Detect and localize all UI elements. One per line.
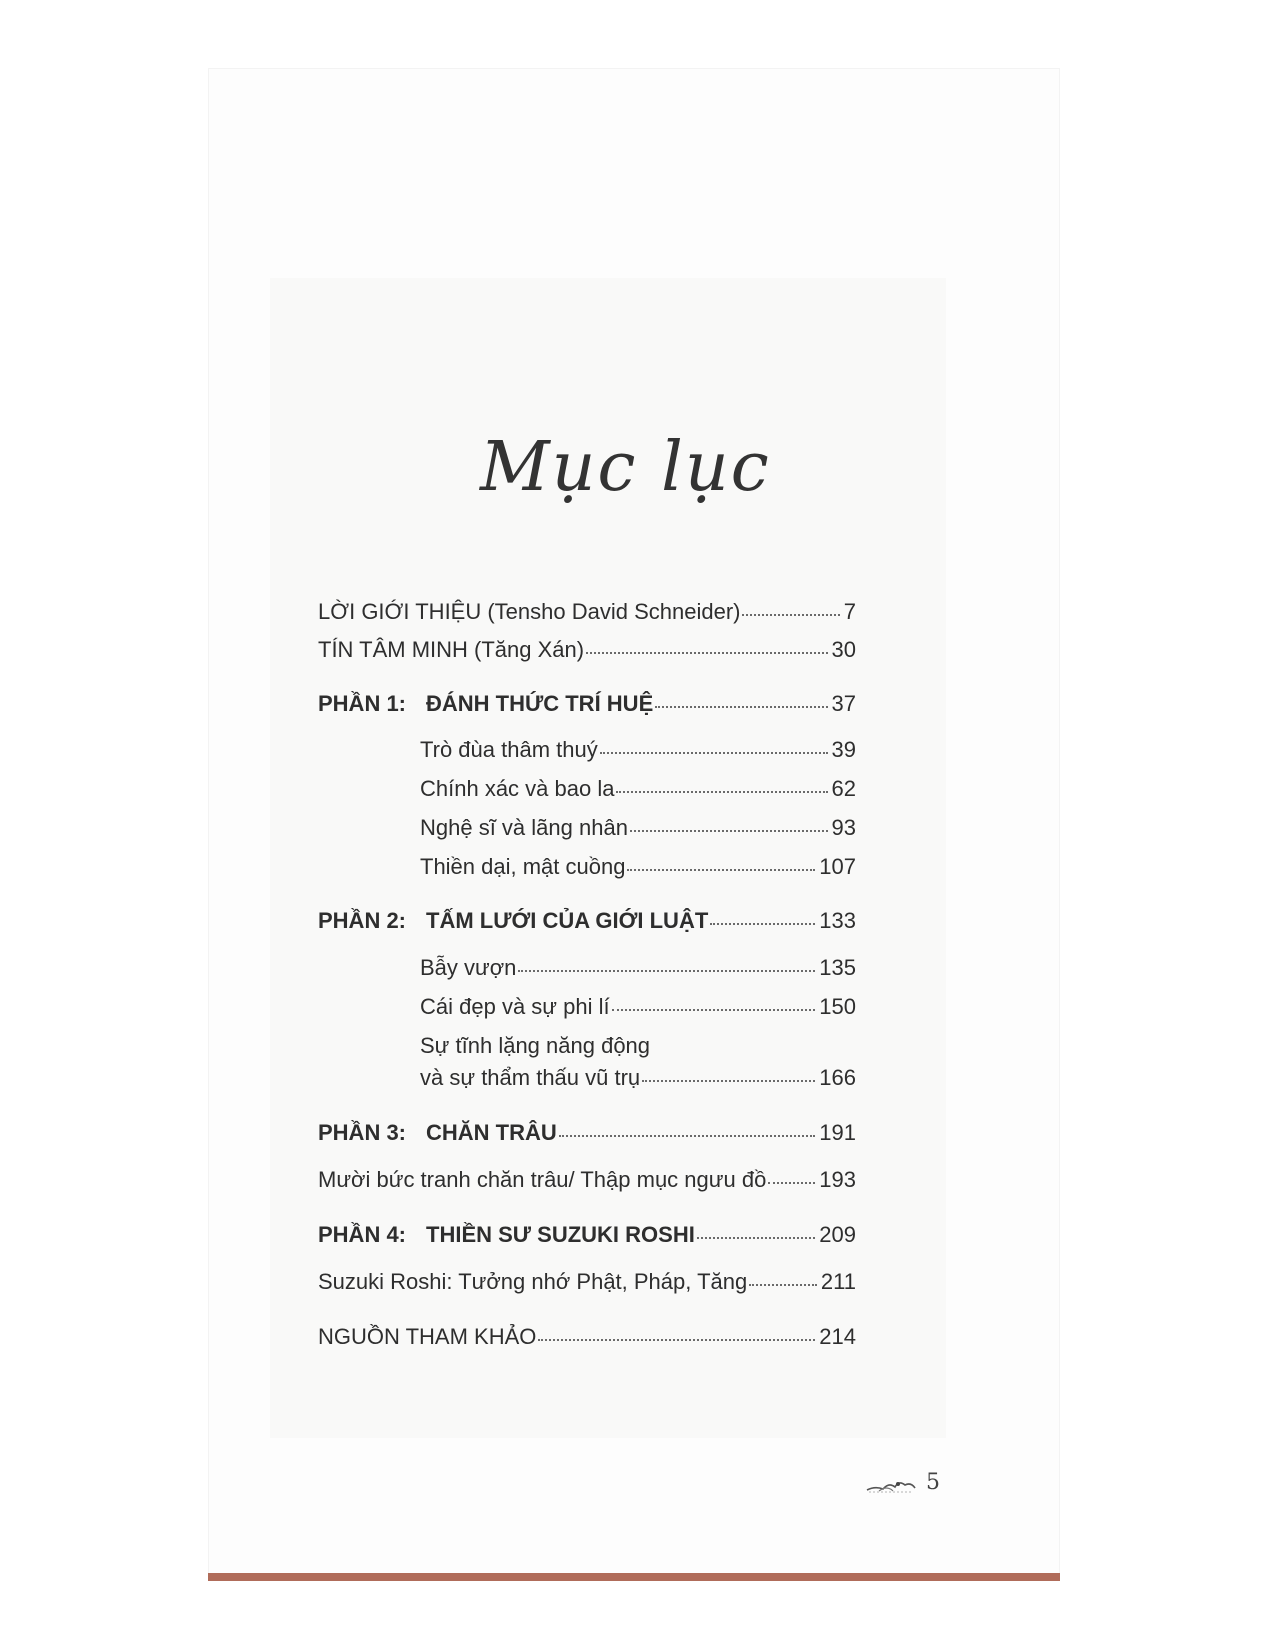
page-bottom-edge	[208, 1573, 1060, 1581]
part-number: PHẦN 1:	[318, 691, 407, 716]
toc-entry-label: Chính xác và bao la	[420, 776, 615, 801]
dot-leader	[710, 915, 815, 925]
toc-entry-page: 193	[819, 1167, 856, 1192]
toc-entry-page: 93	[831, 815, 856, 840]
toc-entry-label: Thiền dại, mật cuồng	[420, 854, 626, 879]
dot-leader	[655, 698, 827, 708]
page-title: Mục lục	[480, 428, 771, 507]
toc-entry-page: 166	[819, 1065, 856, 1090]
dot-leader	[642, 1072, 815, 1082]
dot-leader	[600, 744, 828, 754]
dot-leader	[697, 1229, 815, 1239]
part-title: ĐÁNH THỨC TRÍ HUỆ	[426, 691, 654, 716]
toc-entry-part1-item	[420, 814, 856, 842]
part-number: PHẦN 2:	[318, 908, 407, 933]
toc-entry-page: 150	[819, 994, 856, 1019]
page-number: 5	[926, 1470, 940, 1495]
dot-leader	[538, 1331, 815, 1341]
dot-leader	[742, 606, 839, 616]
toc-entry-part1-item	[420, 853, 856, 881]
toc-entry-label: và sự thẩm thấu vũ trụ	[420, 1065, 641, 1090]
toc-entry-tin-tam-minh	[318, 636, 856, 664]
toc-part-4	[318, 1221, 856, 1249]
toc-part-3	[318, 1119, 856, 1147]
toc-entry-page: 39	[831, 737, 856, 762]
toc-entry-part3-item	[318, 1166, 856, 1194]
toc-entry-label: NGUỒN THAM KHẢO	[318, 1324, 537, 1349]
toc-entry-page: 7	[843, 599, 856, 624]
dot-leader	[630, 822, 828, 832]
part-title: CHĂN TRÂU	[426, 1120, 557, 1145]
toc-entry-label: Trò đùa thâm thuý	[420, 737, 598, 762]
toc-part-1	[318, 690, 856, 718]
toc-entry-label: Mười bức tranh chăn trâu/ Thập mục ngưu đồ	[318, 1167, 767, 1192]
dot-leader	[586, 644, 827, 654]
toc-entry-page: 30	[831, 637, 856, 662]
toc-entry-part1-item	[420, 775, 856, 803]
toc-entry-page: 214	[819, 1324, 856, 1349]
decorative-flourish-icon	[865, 1476, 917, 1496]
toc-entry-label: Bẫy vượn	[420, 955, 517, 980]
toc-entry-label: Cái đẹp và sự phi lí	[420, 994, 610, 1019]
toc-entry-label-line1: Sự tĩnh lặng năng động	[420, 1033, 651, 1058]
toc-entry-page: 107	[819, 854, 856, 879]
dot-leader	[559, 1127, 816, 1137]
toc-entry-page: 133	[819, 908, 856, 933]
toc-entry-label: Nghệ sĩ và lãng nhân	[420, 815, 628, 840]
toc-entry-label: LỜI GIỚI THIỆU (Tensho David Schneider)	[318, 599, 741, 624]
dot-leader	[612, 1001, 816, 1011]
dot-leader	[616, 783, 827, 793]
dot-leader	[749, 1276, 817, 1286]
toc-entry-page: 211	[820, 1269, 856, 1294]
toc-entry-label: Suzuki Roshi: Tưởng nhớ Phật, Pháp, Tăng	[318, 1269, 748, 1294]
part-title: THIỀN SƯ SUZUKI ROSHI	[426, 1222, 695, 1247]
toc-entry-part1-item	[420, 736, 856, 764]
toc-part-2	[318, 907, 856, 935]
part-number: PHẦN 4:	[318, 1222, 407, 1247]
toc-entry-page: 191	[819, 1120, 856, 1145]
dot-leader	[518, 962, 815, 972]
toc-entry-page: 135	[819, 955, 856, 980]
toc-entry-references	[318, 1323, 856, 1351]
dot-leader	[768, 1174, 815, 1184]
part-number: PHẦN 3:	[318, 1120, 407, 1145]
toc-entry-label: TÍN TÂM MINH (Tăng Xán)	[318, 637, 585, 662]
toc-entry-part4-item	[318, 1268, 856, 1296]
toc-entry-part2-item	[420, 1064, 856, 1092]
toc-entry-page: 62	[831, 776, 856, 801]
toc-entry-part2-item	[420, 993, 856, 1021]
toc-entry-part2-item	[420, 954, 856, 982]
toc-entry-intro	[318, 598, 856, 626]
toc-entry-page: 209	[819, 1222, 856, 1247]
part-title: TẤM LƯỚI CỦA GIỚI LUẬT	[426, 908, 709, 933]
dot-leader	[627, 861, 815, 871]
toc-entry-page: 37	[831, 691, 856, 716]
